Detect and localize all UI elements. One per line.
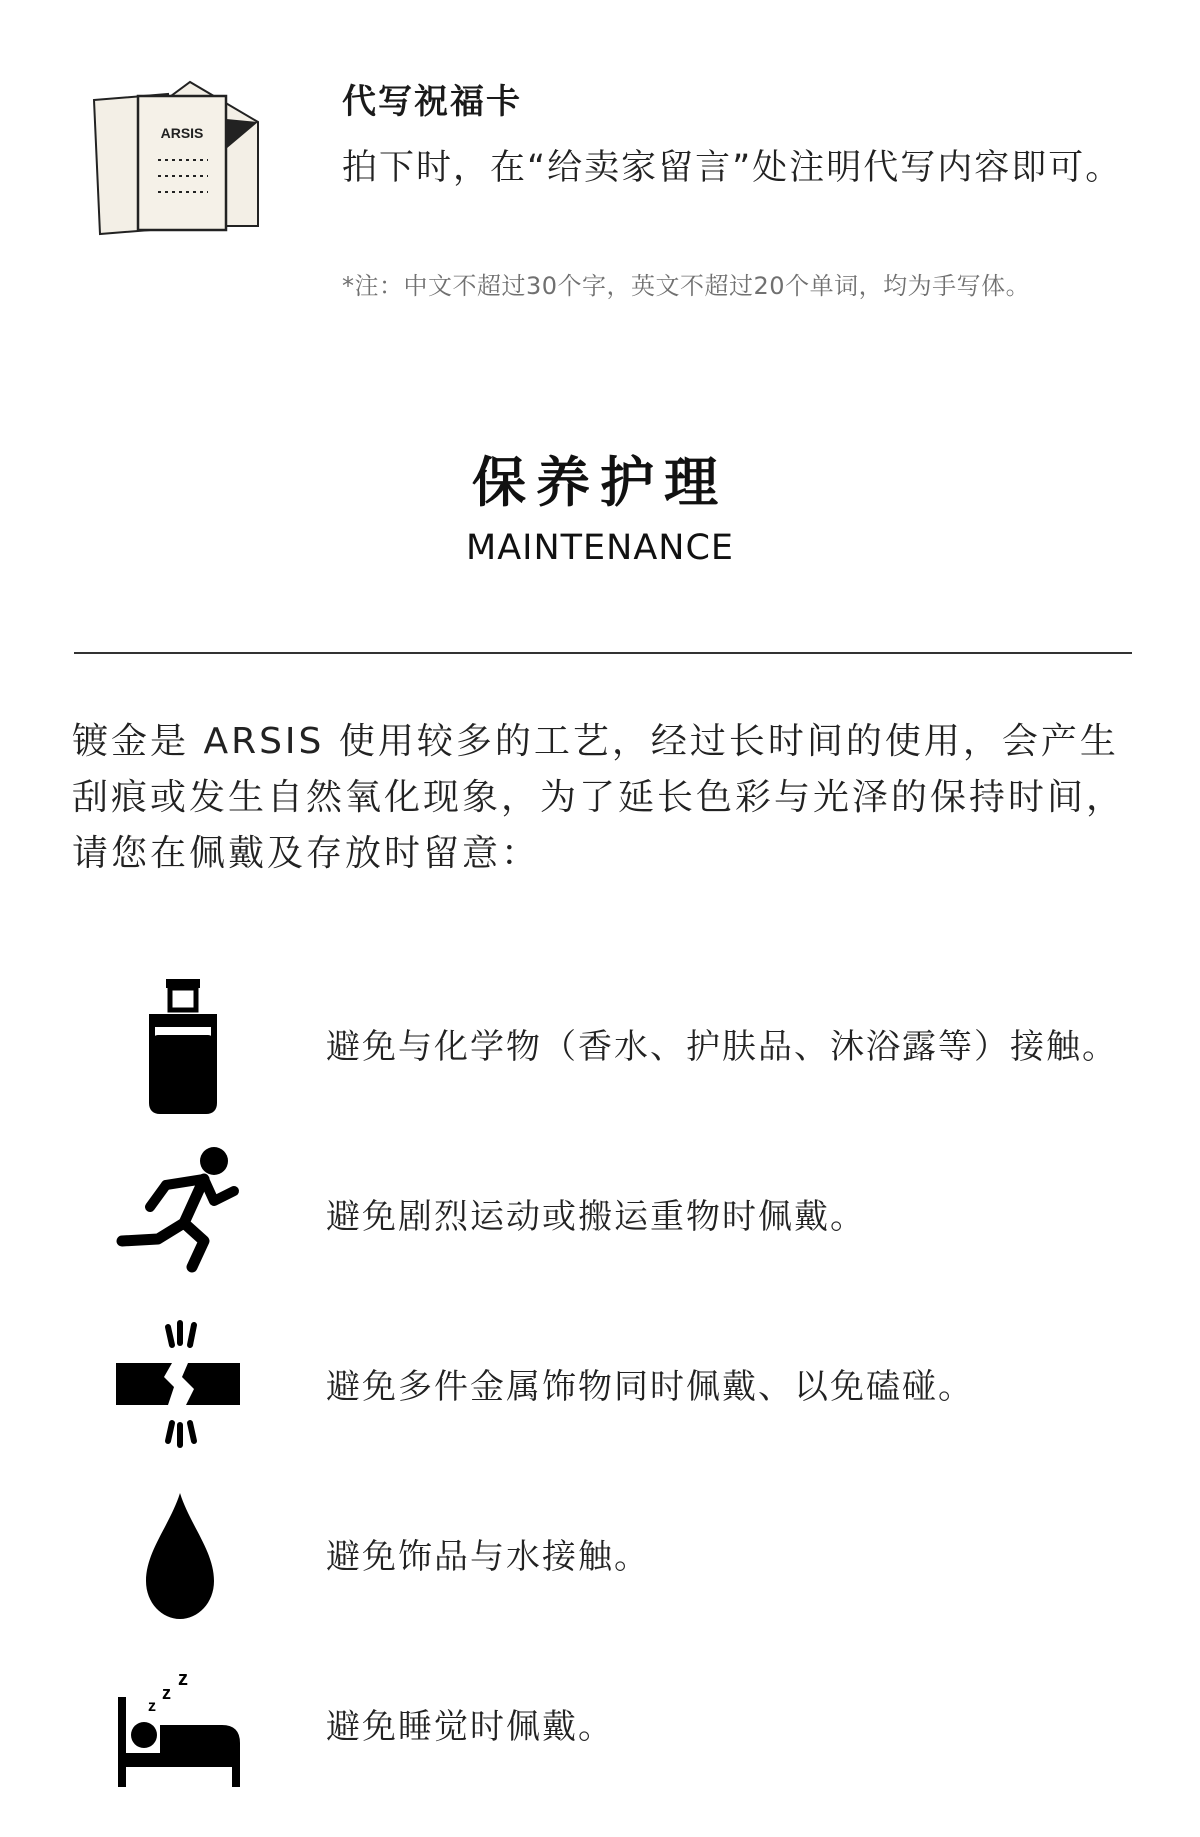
card-note: *注：中文不超过30个字，英文不超过20个单词，均为手写体。 (342, 272, 1031, 300)
card-description: 拍下时，在“给卖家留言”处注明代写内容即可。 (342, 148, 1123, 188)
card-logo-text: ARSIS (160, 125, 204, 141)
tip-text: 避免与化学物（香水、护肤品、沐浴露等）接触。 (326, 1027, 1118, 1067)
tip-text: 避免睡觉时佩戴。 (326, 1707, 614, 1747)
tip-item (0, 1145, 1200, 1295)
tip-item (0, 1485, 1200, 1635)
tip-item (0, 1315, 1200, 1465)
greeting-card-icon (92, 78, 272, 248)
card-title: 代写祝福卡 (342, 82, 522, 122)
sleeping-person-icon (110, 1655, 250, 1795)
svg-text:z: z (148, 1698, 156, 1715)
svg-text:z: z (178, 1668, 188, 1690)
running-person-icon (110, 1145, 250, 1285)
maintenance-intro: 镀金是 ARSIS 使用较多的工艺，经过长时间的使用，会产生刮痕或发生自然氧化现象，为了延长色彩与光泽的保持时间，请您在佩戴及存放时留意： (72, 721, 1126, 874)
tip-text: 避免饰品与水接触。 (326, 1537, 650, 1577)
section-title: 保养护理 (472, 451, 728, 514)
tip-text: 避免剧烈运动或搬运重物时佩戴。 (326, 1197, 866, 1237)
tip-item (0, 975, 1200, 1125)
section-subtitle: MAINTENANCE (466, 528, 734, 568)
greeting-card-section (0, 0, 1200, 320)
water-drop-icon (110, 1485, 250, 1625)
tip-text: 避免多件金属饰物同时佩戴、以免磕碰。 (326, 1367, 974, 1407)
pump-bottle-icon (110, 975, 250, 1115)
svg-text:z: z (162, 1683, 171, 1703)
divider (74, 652, 1132, 654)
tip-item (0, 1655, 1200, 1805)
collision-icon (110, 1315, 250, 1455)
